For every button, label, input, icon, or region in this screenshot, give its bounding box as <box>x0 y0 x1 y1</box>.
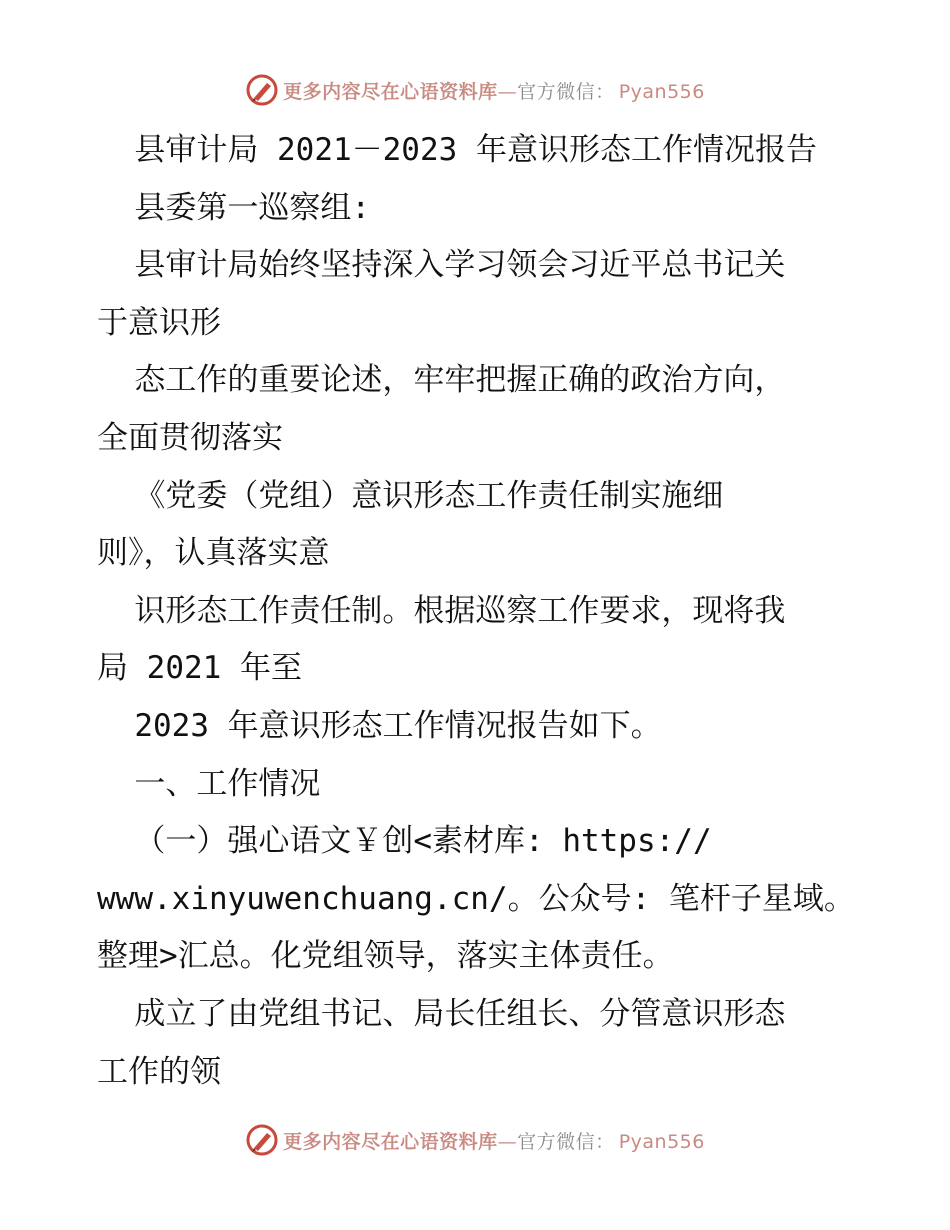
watermark-wechat-label: 官方微信： <box>517 80 615 103</box>
body-line: 《党委（党组）意识形态工作责任制实施细 <box>97 477 724 514</box>
pen-logo-icon <box>245 73 279 107</box>
body-line: 整理>汇总。化党组领导，落实主体责任。 <box>97 938 674 975</box>
body-line: 全面贯彻落实 <box>97 419 283 456</box>
report-title: 县审计局 2021－2023 年意识形态工作情况报告 <box>97 132 817 168</box>
watermark-wechat-id: Pyan556 <box>618 80 705 103</box>
pen-logo-icon <box>245 1123 279 1157</box>
body-line: 工作的领 <box>97 1053 221 1090</box>
body-line: 态工作的重要论述，牢牢把握正确的政治方向， <box>97 362 786 399</box>
body-line: 于意识形 <box>97 304 221 341</box>
watermark-brand: 更多内容尽在心语资料库 <box>283 1130 498 1153</box>
addressee: 县委第一巡察组: <box>97 189 370 226</box>
watermark-brand: 更多内容尽在心语资料库 <box>283 80 498 103</box>
header-watermark <box>0 70 950 110</box>
body-line: www.xinyuwenchuang.cn/。公众号: 笔杆子星域。 <box>97 880 855 917</box>
watermark-dash: — <box>497 1130 518 1153</box>
body-line: 识形态工作责任制。根据巡察工作要求，现将我 <box>97 592 786 629</box>
body-line: 则》，认真落实意 <box>97 535 330 572</box>
body-line: 2023 年意识形态工作情况报告如下。 <box>97 707 662 744</box>
watermark-wechat-id: Pyan556 <box>618 1130 705 1153</box>
watermark-dash: — <box>497 80 518 103</box>
document-body <box>97 122 857 1101</box>
body-line: 局 2021 年至 <box>97 650 302 687</box>
watermark-wechat-label: 官方微信： <box>517 1130 615 1153</box>
body-line: 县审计局始终坚持深入学习领会习近平总书记关 <box>97 247 786 284</box>
section-heading: 一、工作情况 <box>97 765 321 802</box>
subsection-heading: （一）强心语文￥创<素材库: https:// <box>97 823 712 860</box>
footer-watermark <box>0 1120 950 1160</box>
watermark-text <box>283 1127 705 1154</box>
body-line: 成立了由党组书记、局长任组长、分管意识形态 <box>97 995 786 1032</box>
watermark-text <box>283 77 705 104</box>
